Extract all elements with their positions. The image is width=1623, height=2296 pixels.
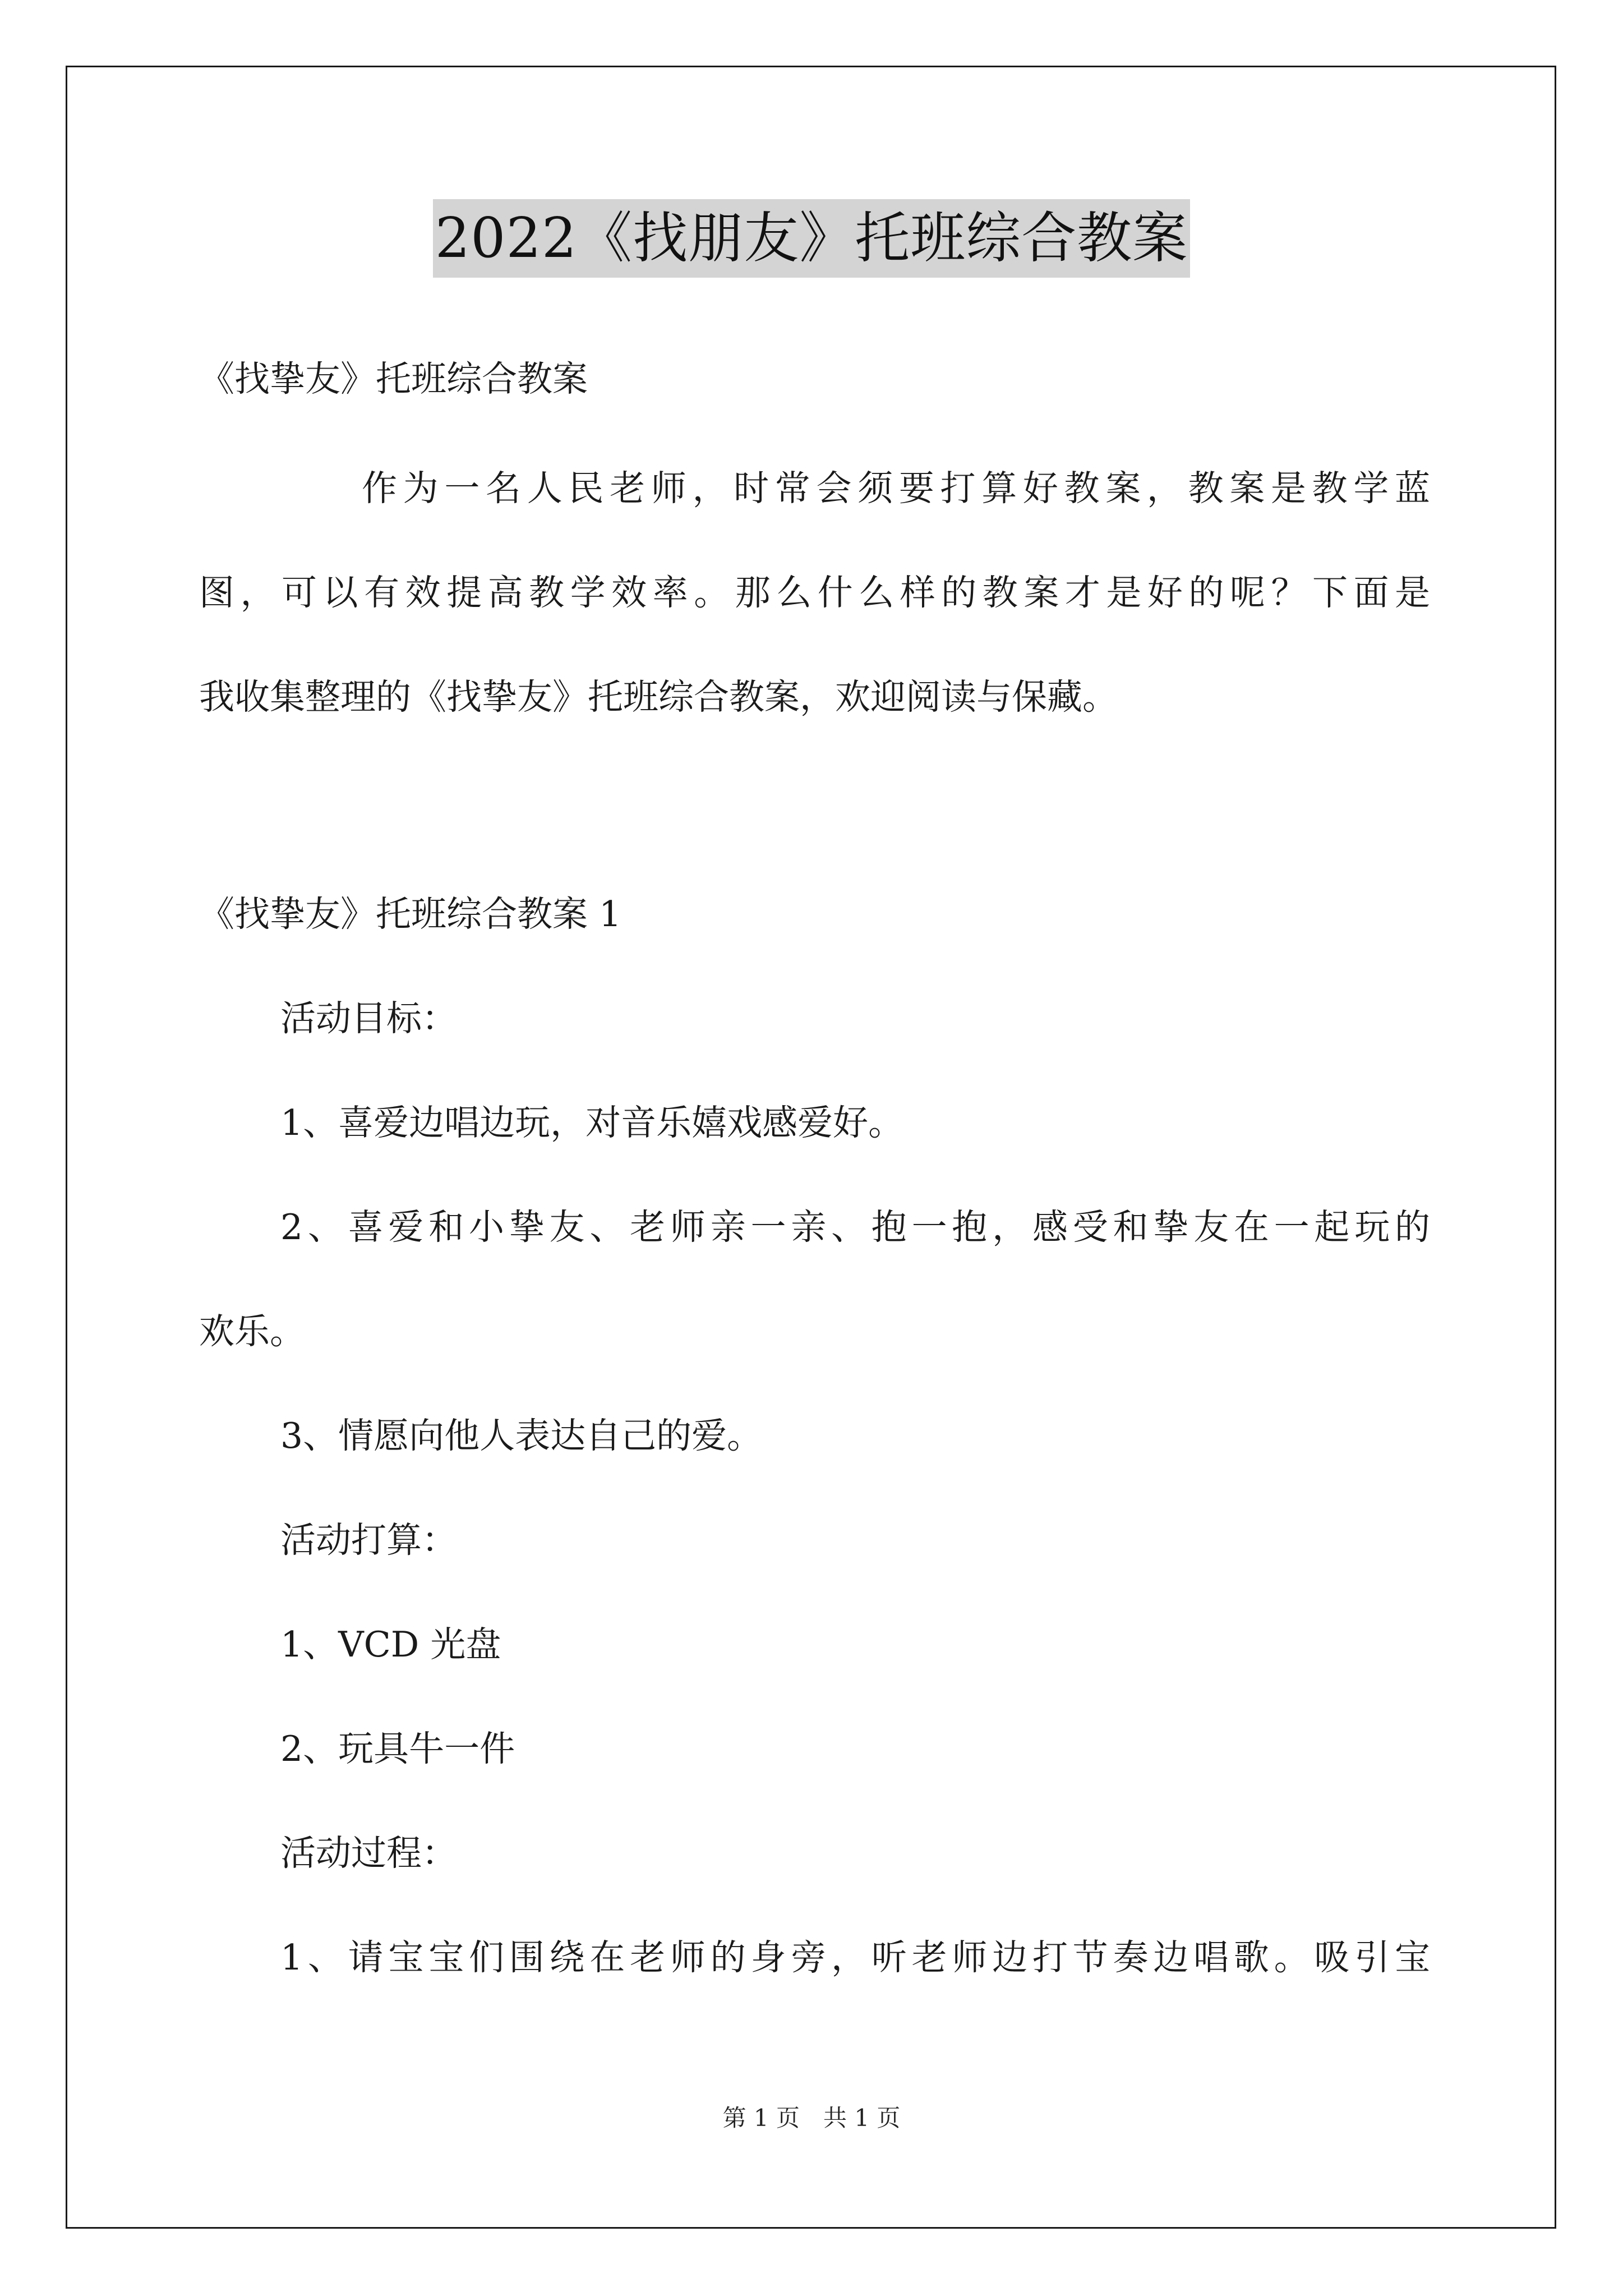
prep-item-2: 2、玩具牛一件 — [280, 1728, 515, 1769]
prep-label: 活动打算： — [280, 1520, 457, 1561]
section-heading: 《找挚友》托班综合教案 1 — [199, 894, 622, 935]
title-container — [0, 199, 1623, 278]
document-title: 2022《找朋友》托班综合教案 — [433, 199, 1190, 278]
process-item-1: 1、请宝宝们围绕在老师的身旁，听老师边打节奏边唱歌。吸引宝 — [280, 1937, 1430, 1978]
goal-item-2-continued: 欢乐。 — [199, 1311, 305, 1352]
goal-item-1: 1、喜爱边唱边玩，对音乐嬉戏感爱好。 — [280, 1102, 904, 1143]
document-subtitle: 《找挚友》托班综合教案 — [199, 358, 588, 399]
prep-item-1: 1、VCD 光盘 — [280, 1624, 501, 1665]
goals-label: 活动目标： — [280, 998, 457, 1039]
intro-line-2: 图，可以有效提高教学效率。那么什么样的教案才是好的呢？下面是 — [199, 572, 1430, 613]
process-label: 活动过程： — [280, 1833, 457, 1874]
page-footer: 第 1 页 共 1 页 — [722, 2104, 901, 2132]
goal-item-3: 3、情愿向他人表达自己的爱。 — [280, 1415, 763, 1456]
intro-line-1: 作为一名人民老师，时常会须要打算好教案，教案是教学蓝 — [362, 468, 1430, 509]
goal-item-2: 2、喜爱和小挚友、老师亲一亲、抱一抱，感受和挚友在一起玩的 — [280, 1207, 1430, 1248]
intro-line-3: 我收集整理的《找挚友》托班综合教案，欢迎阅读与保藏。 — [199, 677, 1118, 717]
